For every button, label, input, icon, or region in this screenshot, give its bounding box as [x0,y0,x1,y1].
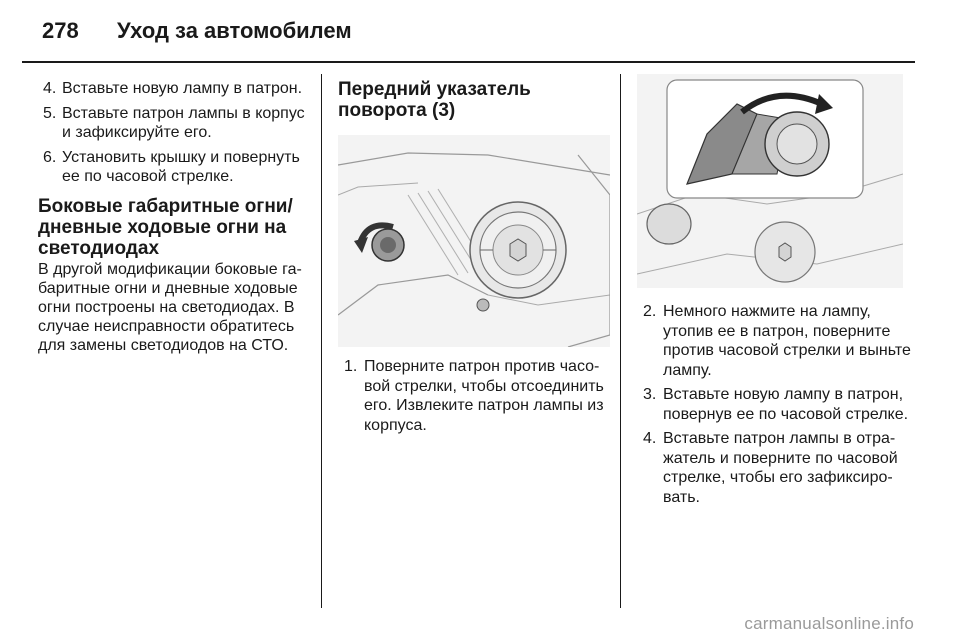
step-number: 5. [43,104,57,122]
step-text: Вставьте новую лампу в патрон. [62,80,303,97]
header-rule [22,61,915,63]
step-number: 3. [643,386,657,403]
list-item [338,357,610,435]
step-text: Вставьте новую лампу в патрон, повернув ее по часовой стрелке. [663,386,909,423]
watermark: carmanualsonline.info [744,614,914,633]
step-number: 4. [43,80,57,97]
list-item [637,385,913,424]
left-column [38,79,310,355]
middle-column [338,79,610,440]
list-item [637,429,913,507]
list-item [38,79,310,99]
list-item [637,302,913,380]
step-list [637,302,913,507]
column-divider-left [321,74,322,608]
bulb-removal-illustration [637,74,903,288]
step-number: 2. [643,303,657,320]
step-text: Вставьте патрон лампы в отражатель и поверните по часовой стрелке, чтобы его зафиксировать. [663,430,898,506]
step-text: Немного нажмите на лампу, утопив ее в патрон, поверните против часовой стрелки и выньте лампу. [663,303,911,379]
section-heading: Передний указатель поворота (3) [338,79,531,121]
page-number: 278 [42,18,79,43]
step-number: 4. [643,430,657,447]
column-divider-right [620,74,621,608]
page-title: Уход за автомобилем [117,18,352,43]
step-text: Поверните патрон против часовой стрелки, чтобы отсоединить его. Извлеките патрон лампы из корпуса. [364,358,604,434]
list-item [38,148,310,187]
step-list [338,357,610,435]
step-number: 1. [344,358,358,375]
step-text: Установить крышку и повернуть ее по часовой стрелке. [62,148,300,185]
list-item [38,104,310,143]
step-text: Вставьте патрон лампы в корпус и зафиксируйте его. [62,104,305,141]
right-column [637,79,913,512]
section-heading: Боковые габаритные огни/ дневные ходовые огни на светодиодах [38,195,293,259]
body-paragraph: В другой модификации боковые габаритные огни и дневные ходовые огни построены на светодиодах. В случае неисправности обратитесь для замены светодиодов на СТО. [38,260,302,354]
step-number: 6. [43,148,57,166]
headlamp-socket-illustration [338,135,610,347]
step-list [38,79,310,187]
